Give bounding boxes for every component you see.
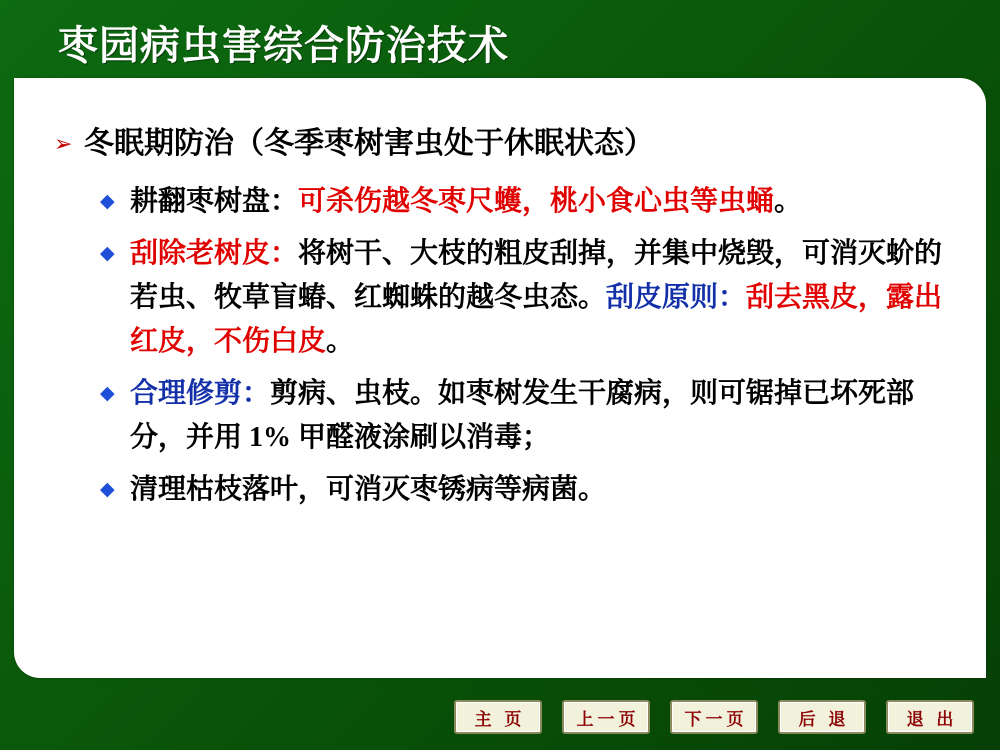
list-item xyxy=(48,232,952,364)
title-bar xyxy=(0,0,1000,78)
diamond-bullet-icon: ◆ xyxy=(100,243,115,264)
diamond-bullet-icon: ◆ xyxy=(100,479,115,500)
next-button-label: 下一页 xyxy=(684,709,748,729)
exit-button[interactable] xyxy=(886,700,974,734)
arrow-bullet-icon: ➢ xyxy=(54,131,73,156)
list-item xyxy=(48,372,952,460)
content-panel xyxy=(14,78,986,678)
back-button[interactable] xyxy=(778,700,866,734)
text-segment: 耕翻枣树盘： xyxy=(130,186,299,217)
text-segment: 可杀伤越冬枣尺蠖，桃小食心虫等虫蛹 xyxy=(298,186,775,217)
text-segment: 清理枯枝落叶，可消灭枣锈病等病菌。 xyxy=(130,474,607,505)
level1-bullet xyxy=(48,126,952,162)
list-item-text xyxy=(130,180,952,224)
content-body xyxy=(14,78,986,678)
exit-button-label: 退 出 xyxy=(906,709,958,729)
list-item xyxy=(48,468,952,512)
next-button[interactable] xyxy=(670,700,758,734)
list-item-text xyxy=(130,468,952,512)
text-segment: 将树干、大枝的粗皮刮掉，并集中烧毁，可消灭蚧的若虫、牧草盲蝽、红蜘蛛的越冬虫态。 xyxy=(130,238,943,313)
level1-text: 冬眠期防治（冬季枣树害虫处于休眠状态） xyxy=(84,127,654,160)
list-item-text xyxy=(130,232,952,364)
list-item-text xyxy=(130,372,952,460)
text-segment: 刮皮原则： xyxy=(606,282,747,313)
back-button-label: 后 退 xyxy=(798,709,850,729)
text-segment: 。 xyxy=(774,186,803,217)
text-segment: 合理修剪： xyxy=(130,378,271,409)
home-button[interactable] xyxy=(454,700,542,734)
diamond-bullet-icon: ◆ xyxy=(100,383,115,404)
diamond-bullet-icon: ◆ xyxy=(100,191,115,212)
navigation-bar xyxy=(0,688,1000,750)
text-segment: 。 xyxy=(326,326,355,357)
page-title: 枣园病虫害综合防治技术 xyxy=(58,23,509,68)
navigation-buttons xyxy=(454,700,974,734)
text-segment: 刮去黑皮，露出红皮，不伤白皮 xyxy=(130,282,943,357)
text-segment: 刮除老树皮： xyxy=(130,238,299,269)
previous-button-label: 上一页 xyxy=(576,709,640,729)
previous-button[interactable] xyxy=(562,700,650,734)
text-segment: 剪病、虫枝。如枣树发生干腐病，则可锯掉已坏死部分，并用 1% 甲醛液涂刷以消毒； xyxy=(130,378,915,453)
list-item xyxy=(48,180,952,224)
home-button-label: 主 页 xyxy=(474,709,526,729)
